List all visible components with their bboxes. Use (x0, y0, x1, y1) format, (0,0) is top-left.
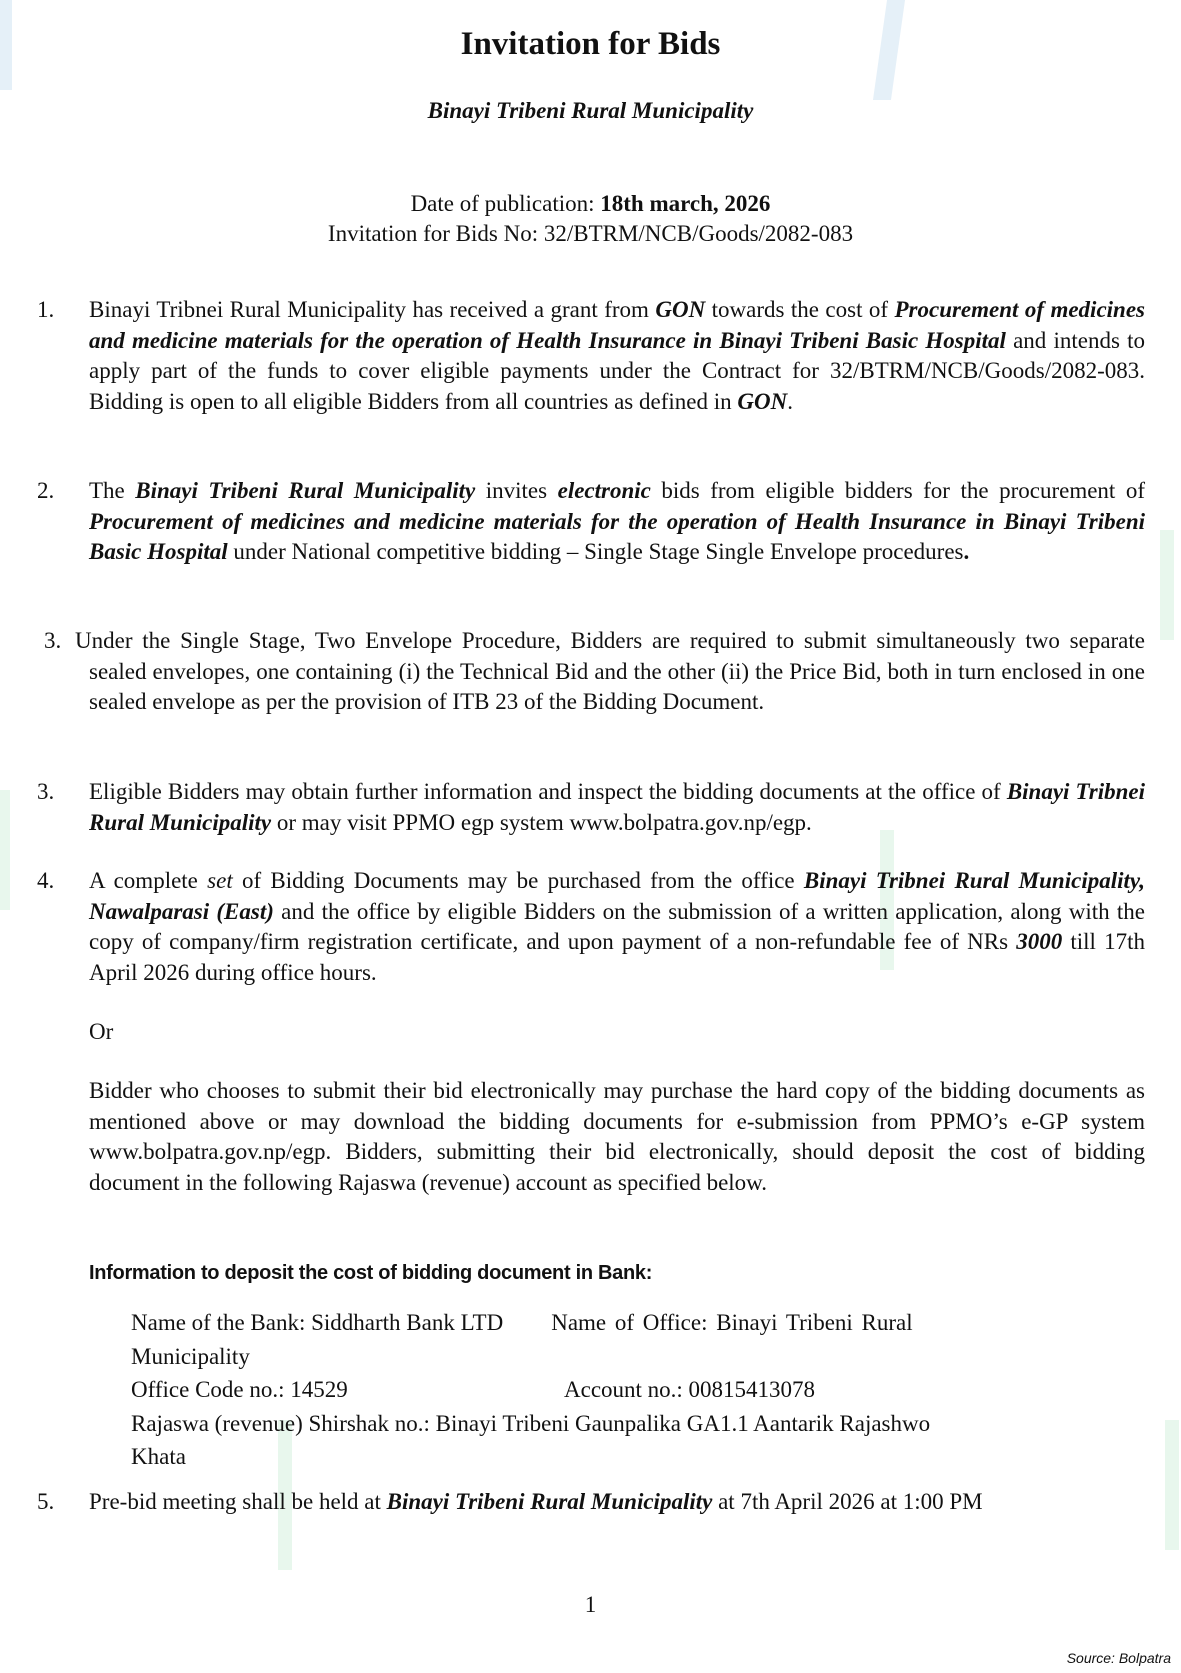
item-text: Procurement of medicines and medicine materials for the operation of Health Insurance in Binayi Tribeni Basic Hospital (89, 508, 1145, 564)
item-5 (89, 866, 1145, 988)
item-text: The (89, 478, 136, 503)
item-text: and intends to apply part of the funds to cover eligible payments under the Contract for 32/BTRM/NCB/Goods/2082-083. Bidding is open to all eligible Bidders from all countries as defined in (89, 327, 1145, 414)
item-5 (89, 1487, 1145, 1518)
publication-date: 18th march, 2026 (600, 191, 771, 216)
item-text: bids from eligible bidders for the procurement of (650, 478, 1145, 503)
item-text: GON (737, 388, 788, 414)
item-text: Under the Single Stage, Two Envelope Procedure, Bidders are required to submit simultaneously two separate sealed envelopes, one containing (i) the Technical Bid and the other (ii) the Price Bid, both in turn enclosed in one sealed envelope as per the provision of ITB 23 of the Bidding Document. (75, 628, 1145, 714)
item-1 (89, 295, 1145, 417)
item-text: set (207, 868, 233, 893)
item-number: 5. (37, 1489, 55, 1514)
item-text: electronic (557, 478, 651, 503)
office-code: Office Code no.: 14529 (131, 1377, 348, 1402)
item-text: till 17th April 2026 during office hours. (89, 929, 1145, 985)
item-number: 3. (37, 779, 55, 804)
item-text: Eligible Bidders may obtain further information and inspect the bidding documents at the office of (89, 779, 1007, 804)
bank-info (131, 1306, 1031, 1474)
or-text: Or (89, 1019, 114, 1044)
item-text: invites (475, 478, 558, 503)
item-3 (75, 626, 1145, 718)
item-text: . (787, 388, 793, 414)
item-text: towards the cost of (705, 297, 895, 322)
item-number: 2. (37, 478, 55, 503)
electronic-paragraph: Bidder who chooses to submit their bid electronically may purchase the hard copy of the bidding documents as mentioned above or may download the bidding documents for e-submission from PPMO’s e-GP system www.bolpatra.gov.np/egp. Bidders, submitting their bid electronically, should deposit the cost of bidding document in the following Rajaswa (revenue) account as specified below. (89, 1078, 1145, 1195)
item-text: Procurement of medicines and medicine materials for the operation of Health Insurance in Binayi Tribeni Basic Hospital (89, 297, 1145, 353)
item-5-place: Binayi Tribeni Rural Municipality (386, 1489, 713, 1514)
item-number: 1. (37, 297, 55, 322)
office-name: Name of Office: Binayi Tribeni Rural (551, 1310, 913, 1335)
page-title: Invitation for Bids (460, 26, 721, 62)
item-text: of Bidding Documents may be purchased from the office (232, 868, 804, 893)
item-text: 3000 (1016, 929, 1063, 954)
watermark-arrow (1165, 1420, 1179, 1550)
item-text: . (963, 539, 970, 564)
publication-info (0, 189, 1181, 249)
item-text: GON (655, 297, 706, 322)
watermark-arrow (1160, 530, 1174, 640)
watermark-arrow (0, 790, 10, 910)
item-text: and the office by eligible Bidders on the submission of a written application, along with the copy of company/firm registration certificate, and upon payment of a non-refundable fee of NRs (89, 898, 1145, 954)
item-text: Binayi Tribnei Rural Municipality has received a grant from (89, 297, 656, 322)
item-5-text: Pre-bid meeting shall be held at (89, 1489, 387, 1514)
item-number: 4. (37, 868, 55, 893)
bank-info-heading: Information to deposit the cost of bidding document in Bank: (89, 1262, 653, 1284)
account-number: Account no.: 00815413078 (564, 1377, 816, 1402)
item-5-time: at 7th April 2026 at 1:00 PM (712, 1489, 983, 1514)
subtitle: Binayi Tribeni Rural Municipality (427, 98, 754, 123)
page-number: 1 (584, 1592, 597, 1617)
item-text: A complete (89, 868, 208, 893)
item-2 (89, 476, 1145, 568)
item-number: 3. (44, 628, 62, 653)
item-text: Binayi Tribnei Rural Municipality (89, 779, 1145, 835)
item-text: Binayi Tribnei Rural Municipality, Nawalparasi (East) (89, 868, 1145, 924)
item-text: or may visit PPMO egp system www.bolpatra.gov.np/egp. (271, 809, 812, 835)
publication-label: Date of publication: (410, 191, 595, 216)
office-name-cont: Municipality (131, 1343, 250, 1369)
item-text: Binayi Tribeni Rural Municipality (135, 478, 476, 503)
item-text: under National competitive bidding – Single Stage Single Envelope procedures (227, 539, 964, 564)
shirshak: Rajaswa (revenue) Shirshak no.: Binayi Tribeni Gaunpalika GA1.1 Aantarik Rajashwo (131, 1410, 931, 1436)
bank-name: Name of the Bank: Siddharth Bank LTD (131, 1310, 504, 1335)
shirshak-cont: Khata (131, 1444, 186, 1469)
source-credit: Source: Bolpatra (1066, 1650, 1171, 1666)
item-4 (89, 777, 1145, 838)
ifb-number: Invitation for Bids No: 32/BTRM/NCB/Goods/2082-083 (327, 221, 854, 246)
